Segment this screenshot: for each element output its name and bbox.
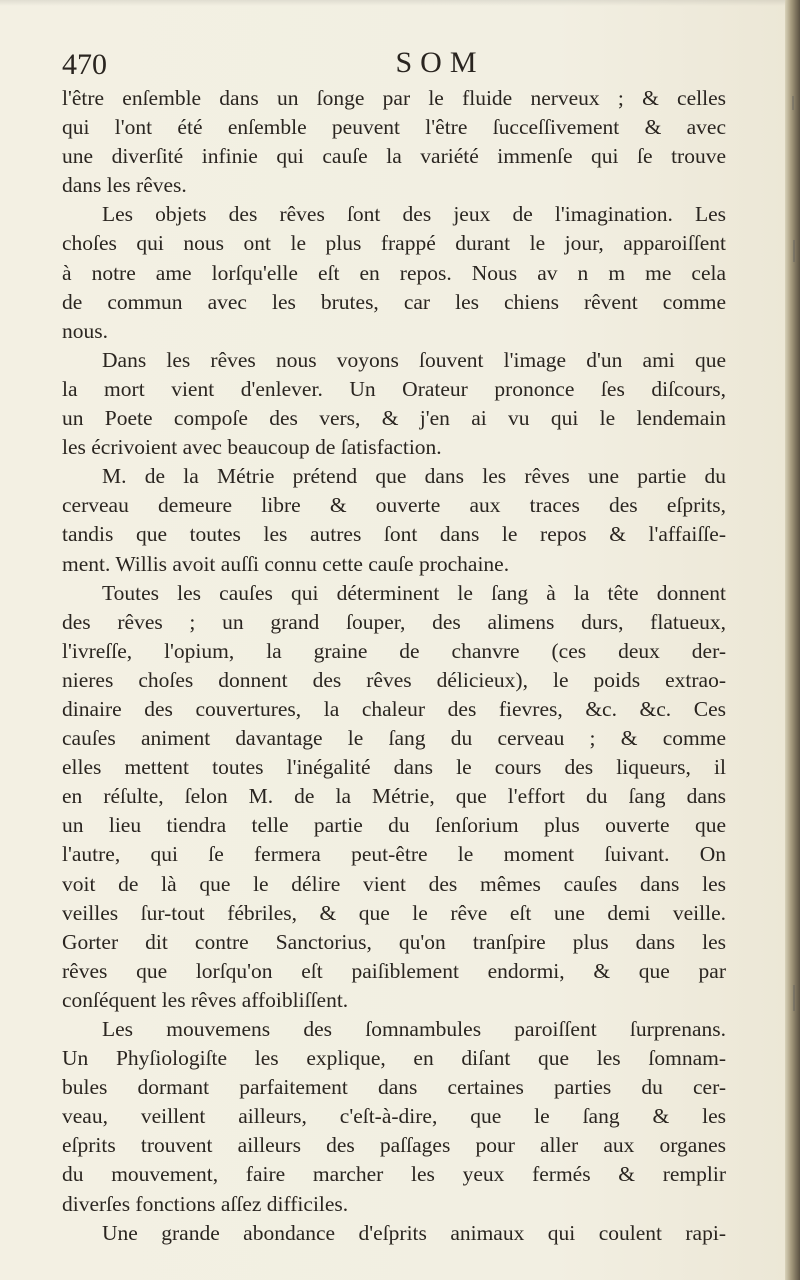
page-binding-edge	[785, 0, 800, 1280]
text-line: qui l'ont été enſemble peuvent l'être ſucceſſivement & avec	[62, 115, 726, 140]
text-line: bules dormant parfaitement dans certaines parties du cer-	[62, 1075, 726, 1100]
text-line: cerveau demeure libre & ouverte aux traces des eſprits,	[62, 493, 726, 518]
text-line: voit de là que le délire vient des mêmes cauſes dans les	[62, 871, 726, 896]
text-line: rêves que lorſqu'on eſt paiſiblement endormi, & que par	[62, 958, 726, 983]
text-line: nous.	[62, 318, 108, 343]
text-line: diverſes fonctions aſſez difficiles.	[62, 1191, 349, 1216]
text-line: dans les rêves.	[62, 173, 187, 198]
text-line: à notre ame lorſqu'elle eſt en repos. Nous av n m me cela	[62, 260, 726, 285]
text-line: les écrivoient avec beaucoup de ſatisfaction.	[62, 435, 442, 460]
text-line: l'ivreſſe, l'opium, la graine de chanvre (ces deux der-	[62, 638, 726, 663]
scan-mark	[793, 985, 795, 1011]
text-line: une diverſité infinie qui cauſe la variété immenſe qui ſe trouve	[62, 144, 726, 169]
text-line: Toutes les cauſes qui déterminent le ſang à la tête donnent	[102, 580, 726, 605]
page-top-shadow	[0, 0, 800, 6]
text-line: Un Phyſiologiſte les explique, en diſant que les ſomnam-	[62, 1046, 726, 1071]
text-line: du mouvement, faire marcher les yeux fermés & remplir	[62, 1162, 726, 1187]
text-line: Gorter dit contre Sanctorius, qu'on tranſpire plus dans les	[62, 929, 726, 954]
text-line: choſes qui nous ont le plus frappé durant le jour, apparoiſſent	[62, 231, 726, 256]
text-line: l'être enſemble dans un ſonge par le fluide nerveux ; & celles	[62, 86, 726, 110]
text-line: en réſulte, ſelon M. de la Métrie, que l'effort du ſang dans	[62, 784, 726, 809]
text-line: conſéquent les rêves affoibliſſent.	[62, 987, 349, 1012]
text-line: nieres choſes donnent des rêves délicieux), le poids extrao-	[62, 667, 726, 692]
text-line: un Poete compoſe des vers, & j'en ai vu qui le lendemain	[62, 406, 726, 431]
text-line: Dans les rêves nous voyons ſouvent l'image d'un ami que	[102, 347, 726, 372]
body-text	[62, 84, 726, 1248]
text-line: elles mettent toutes l'inégalité dans le cours des liqueurs, il	[62, 755, 726, 780]
text-line: eſprits trouvent ailleurs des paſſages pour aller aux organes	[62, 1133, 726, 1158]
running-head: SOM	[395, 46, 485, 79]
text-line: de commun avec les brutes, car les chiens rêvent comme	[62, 289, 726, 314]
text-line: cauſes animent davantage le ſang du cerveau ; & comme	[62, 726, 726, 751]
text-line: dinaire des couvertures, la chaleur des fievres, &c. &c. Ces	[62, 696, 726, 721]
text-line: l'autre, qui ſe fermera peut-être le moment ſuivant. On	[62, 842, 726, 867]
text-line: Les mouvemens des ſomnambules paroiſſent ſurprenans.	[102, 1017, 726, 1041]
text-line: tandis que toutes les autres ſont dans le repos & l'affaiſſe-	[62, 522, 726, 547]
text-line: M. de la Métrie prétend que dans les rêves une partie du	[102, 464, 726, 489]
text-line: ment. Willis avoit auſſi connu cette cauſe prochaine.	[62, 551, 510, 576]
page-header	[60, 44, 760, 84]
text-line: des rêves ; un grand ſouper, des alimens durs, flatueux,	[62, 609, 726, 634]
text-line: Les objets des rêves ſont des jeux de l'imagination. Les	[102, 202, 726, 227]
text-line: la mort vient d'enlever. Un Orateur prononce ſes diſcours,	[62, 376, 726, 401]
scan-mark	[793, 240, 795, 262]
text-line: veau, veillent ailleurs, c'eſt-à-dire, que le ſang & les	[62, 1104, 726, 1129]
text-line: Une grande abondance d'eſprits animaux qui coulent rapi-	[102, 1220, 726, 1245]
text-line: veilles ſur-tout fébriles, & que le rêve eſt une demi veille.	[62, 900, 726, 925]
page-number: 470	[62, 48, 107, 81]
scan-mark	[792, 96, 794, 110]
text-line: un lieu tiendra telle partie du ſenſorium plus ouverte que	[62, 813, 726, 838]
